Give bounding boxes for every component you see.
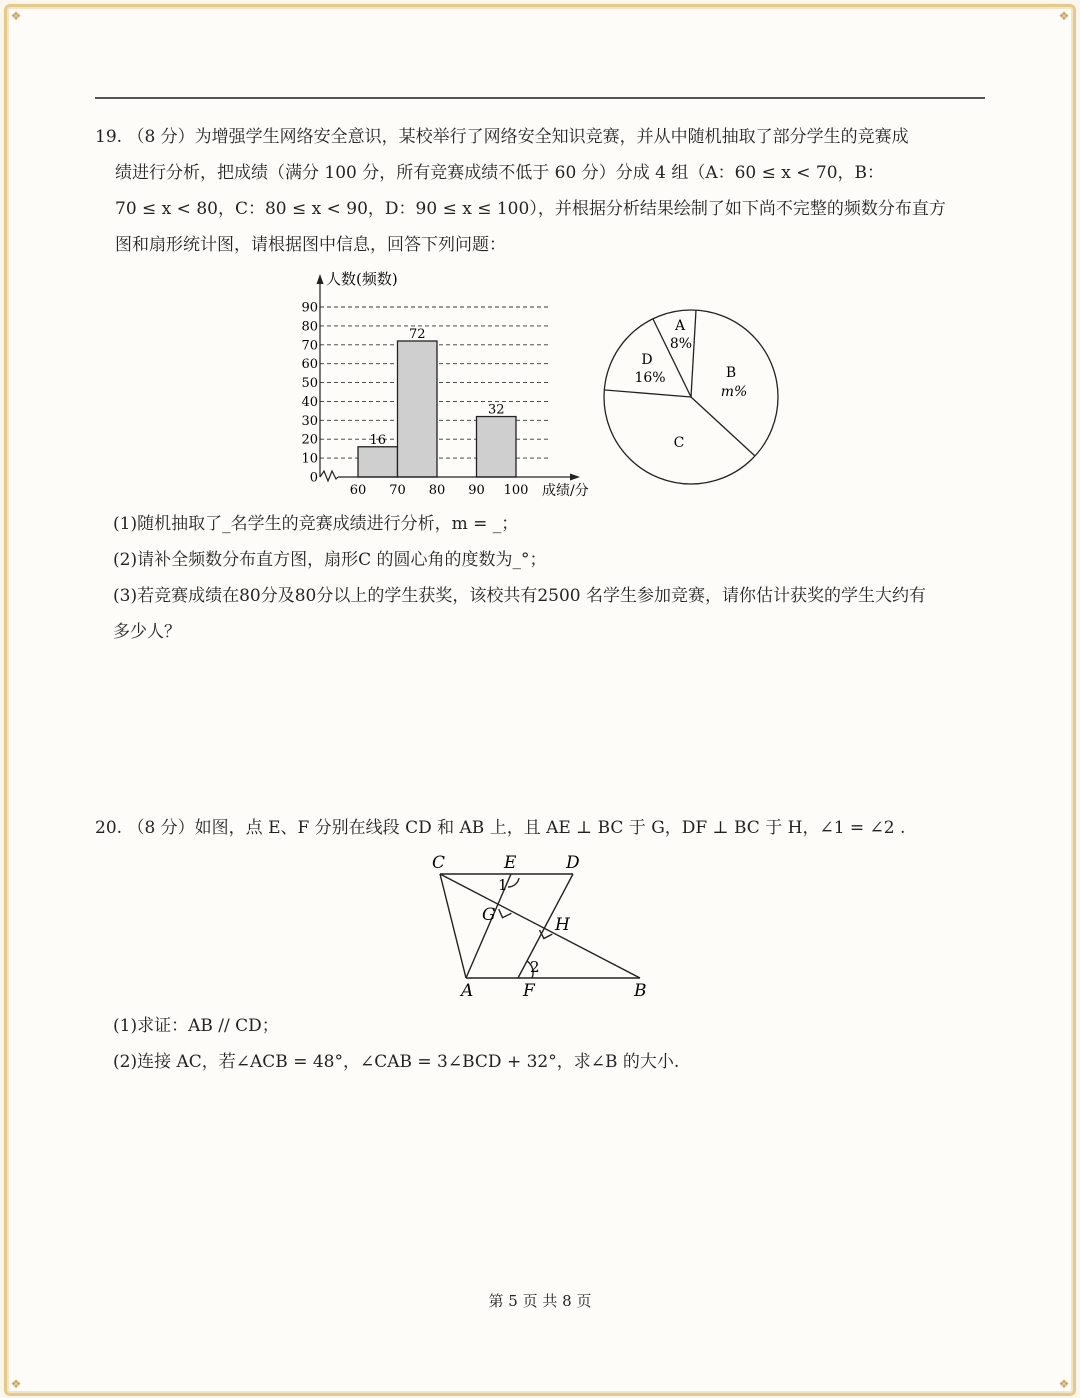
point-d-label: D: [566, 853, 580, 873]
pie-divider-c-d: [605, 390, 691, 397]
histogram-bar: [358, 447, 398, 477]
header-rule: [95, 97, 985, 99]
slice-b-value: m%: [720, 384, 748, 400]
pie-divider-b-c: [691, 397, 755, 456]
y-tick-label: 0: [309, 470, 318, 486]
q19-line3: 70 ≤ x < 80，C：80 ≤ x < 90，D：90 ≤ x ≤ 100），并根据分析结果绘制了如下尚不完整的频数分布直方: [115, 199, 946, 219]
point-e-label: E: [504, 853, 517, 873]
x-tick-label: 60: [349, 483, 367, 498]
x-tick-label: 100: [503, 483, 529, 498]
pie-divider-a-b: [691, 310, 696, 397]
histogram-bar: [398, 341, 438, 477]
slice-a-value: 8%: [669, 336, 693, 352]
slice-a-label: A: [674, 318, 686, 334]
point-h-label: H: [555, 915, 570, 935]
axis-break-icon: [320, 471, 338, 481]
q19-sub3: (3)若竞赛成绩在80分及80分以上的学生获奖，该校共有2500 名学生参加竞赛，请你估计获奖的学生大约有: [113, 586, 927, 606]
y-tick-label: 40: [301, 394, 318, 410]
bar-value-label: 72: [408, 327, 426, 342]
slice-c-label: C: [673, 435, 685, 451]
angle-1-arc-icon: [508, 878, 519, 887]
corner-ornament-icon: ❖: [10, 1377, 22, 1391]
q20-sub2: (2)连接 AC，若∠ACB = 48°，∠CAB = 3∠BCD + 32°，求∠B 的大小.: [113, 1052, 680, 1072]
y-tick-label: 30: [301, 413, 318, 429]
x-tick-label: 80: [428, 483, 446, 498]
histogram-bar: [477, 417, 517, 477]
angle-1-label: 1: [498, 876, 508, 894]
slice-b-label: B: [725, 365, 737, 381]
segment-ca: [440, 874, 466, 978]
geometry-figure: [420, 848, 670, 1003]
bar-value-label: 16: [369, 432, 387, 448]
y-tick-label: 90: [301, 300, 318, 316]
point-g-label: G: [482, 905, 496, 925]
q19-sub4: 多少人？: [113, 622, 181, 642]
pie-chart: [598, 305, 788, 495]
q20-sub1: (1)求证：AB // CD；: [113, 1016, 279, 1036]
y-axis-label: 人数(频数): [326, 270, 398, 288]
q19-line2: 绩进行分析，把成绩（满分 100 分，所有竞赛成绩不低于 60 分）分成 4 组（A：60 ≤ x < 70，B：: [115, 163, 885, 183]
corner-ornament-icon: ❖: [1058, 9, 1070, 23]
histogram-chart: [290, 262, 610, 507]
q19-line4: 图和扇形统计图，请根据图中信息，回答下列问题：: [115, 235, 506, 255]
q19-sub1: (1)随机抽取了_名学生的竞赛成绩进行分析，m = _；: [113, 514, 519, 534]
y-tick-label: 60: [301, 357, 318, 373]
point-c-label: C: [432, 853, 446, 873]
x-tick-label: 70: [389, 483, 406, 498]
page-footer: 第 5 页 共 8 页: [488, 1292, 592, 1310]
slice-d-label: D: [641, 352, 653, 368]
segment-cb: [440, 874, 640, 978]
q19-sub2: (2)请补全频数分布直方图，扇形C 的圆心角的度数为_°；: [113, 550, 547, 570]
y-tick-label: 70: [301, 338, 318, 354]
q19-line1: 19. （8 分）为增强学生网络安全意识，某校举行了网络安全知识竞赛，并从中随机抽取了部分学生的竞赛成: [95, 127, 909, 147]
point-a-label: A: [461, 981, 474, 1001]
slice-d-value: 16%: [634, 370, 666, 386]
x-tick-label: 90: [468, 483, 485, 498]
x-axis-arrow-icon: [570, 474, 580, 481]
corner-ornament-icon: ❖: [10, 9, 22, 23]
y-axis-arrow-icon: [317, 274, 324, 284]
y-tick-label: 10: [301, 451, 318, 467]
x-axis-label: 成绩/分: [542, 483, 589, 499]
y-tick-label: 20: [301, 432, 318, 448]
angle-2-label: 2: [530, 958, 540, 976]
corner-ornament-icon: ❖: [1058, 1377, 1070, 1391]
bar-value-label: 32: [487, 402, 505, 418]
point-f-label: F: [523, 981, 535, 1001]
y-tick-label: 80: [301, 319, 318, 335]
point-b-label: B: [634, 981, 647, 1001]
q20-line1: 20. （8 分）如图，点 E、F 分别在线段 CD 和 AB 上，且 AE ⊥ BC 于 G，DF ⊥ BC 于 H，∠1 = ∠2 .: [95, 818, 906, 838]
y-tick-label: 50: [301, 376, 318, 392]
